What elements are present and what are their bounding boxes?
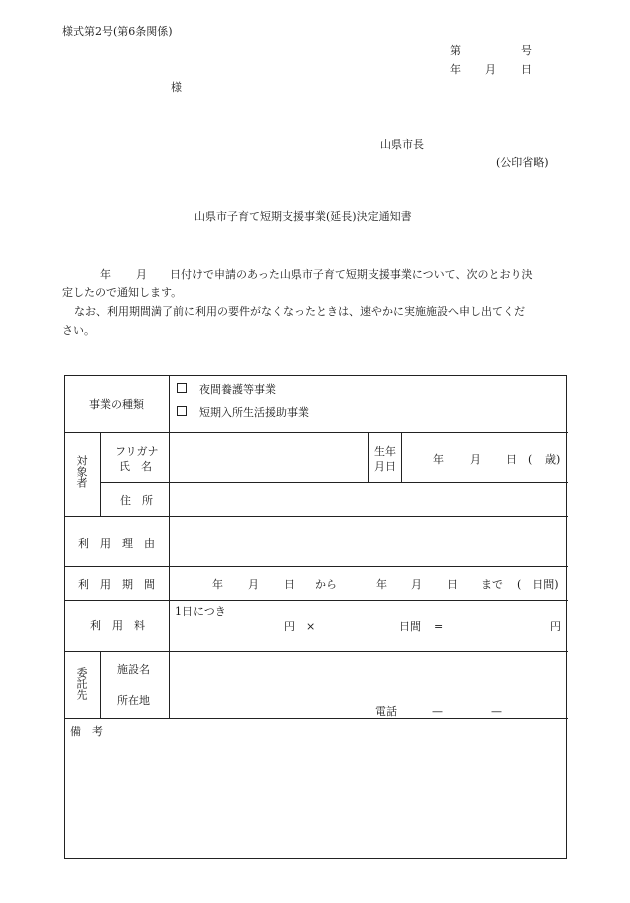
name-label: 氏 名 — [119, 460, 152, 473]
body-line-3: なお、利用期間満了前に利用の要件がなくなったときは、速やかに実施施設へ申し出てくだ — [74, 305, 525, 318]
phone-dash-1: — — [432, 705, 443, 718]
row-divider — [100, 482, 568, 483]
birth-year: 年 — [433, 453, 444, 466]
period-label: 利 用 期 間 — [78, 578, 155, 591]
service-option-label-1: 夜間養護等事業 — [199, 383, 276, 396]
period-from-year: 年 — [212, 578, 223, 591]
phone-dash-2: — — [491, 705, 502, 718]
seal-note: (公印省略) — [496, 156, 549, 169]
fee-yen: 円 — [284, 620, 295, 633]
issue-date-year: 年 — [450, 63, 461, 76]
fee-per-day-text: 1日につき — [175, 605, 226, 618]
period-from-day: 日 — [284, 578, 295, 591]
period-from-text: から — [315, 578, 337, 591]
col-divider — [100, 651, 101, 718]
doc-number-suffix: 号 — [521, 44, 532, 57]
issue-date-day: 日 — [521, 63, 532, 76]
reason-label: 利 用 理 由 — [78, 537, 155, 550]
col-divider — [368, 432, 369, 482]
body-line-2: 定したので通知します。 — [62, 286, 183, 299]
fee-days: 日間 — [399, 620, 421, 633]
facility-name-label: 施設名 — [117, 663, 150, 676]
row-divider — [65, 651, 568, 652]
application-table — [64, 375, 567, 859]
furigana-label: フリガナ — [115, 445, 159, 458]
issue-date-month: 月 — [485, 63, 496, 76]
fee-equals: = — [434, 620, 444, 633]
fee-total-yen: 円 — [550, 620, 561, 633]
fee-times: × — [306, 620, 316, 633]
phone-label: 電話 — [375, 705, 397, 718]
birth-age-open: ( — [528, 453, 533, 466]
row-divider — [65, 516, 568, 517]
col-divider — [401, 432, 402, 482]
addressee-suffix: 様 — [171, 81, 182, 94]
row-divider — [65, 600, 568, 601]
birth-day: 日 — [506, 453, 517, 466]
subject-label: 対象者 — [75, 455, 88, 488]
period-to-year: 年 — [376, 578, 387, 591]
consignee-label: 委託先 — [75, 667, 88, 700]
body-line-1: 日付けで申請のあった山県市子育て短期支援事業について、次のとおり決 — [170, 268, 533, 281]
period-to-text: まで — [481, 578, 503, 591]
birth-label-1: 生年 — [374, 445, 396, 458]
doc-number-prefix: 第 — [450, 44, 461, 57]
birth-month: 月 — [470, 453, 481, 466]
period-days: ( 日間) — [517, 578, 559, 591]
service-type-label: 事業の種類 — [89, 398, 144, 411]
birth-label-2: 月日 — [374, 460, 396, 473]
body-year: 年 — [100, 268, 111, 281]
period-to-month: 月 — [411, 578, 422, 591]
body-month: 月 — [136, 268, 147, 281]
period-to-day: 日 — [447, 578, 458, 591]
service-option-checkbox-1[interactable] — [177, 383, 187, 393]
address-label: 住 所 — [120, 494, 153, 507]
row-divider — [65, 566, 568, 567]
body-line-4: さい。 — [62, 324, 95, 337]
col-divider — [169, 376, 170, 718]
issuer-name: 山県市長 — [380, 138, 424, 151]
birth-age-close: 歳) — [545, 453, 561, 466]
facility-address-label: 所在地 — [117, 694, 150, 707]
service-option-checkbox-2[interactable] — [177, 406, 187, 416]
fee-label: 利 用 料 — [90, 619, 145, 632]
row-divider — [65, 718, 568, 719]
row-divider — [65, 432, 568, 433]
col-divider — [100, 432, 101, 516]
document-title: 山県市子育て短期支援事業(延長)決定通知書 — [194, 210, 412, 223]
remarks-label: 備 考 — [70, 725, 103, 738]
form-number: 様式第2号(第6条関係) — [62, 25, 173, 38]
service-option-label-2: 短期入所生活援助事業 — [199, 406, 309, 419]
period-from-month: 月 — [248, 578, 259, 591]
